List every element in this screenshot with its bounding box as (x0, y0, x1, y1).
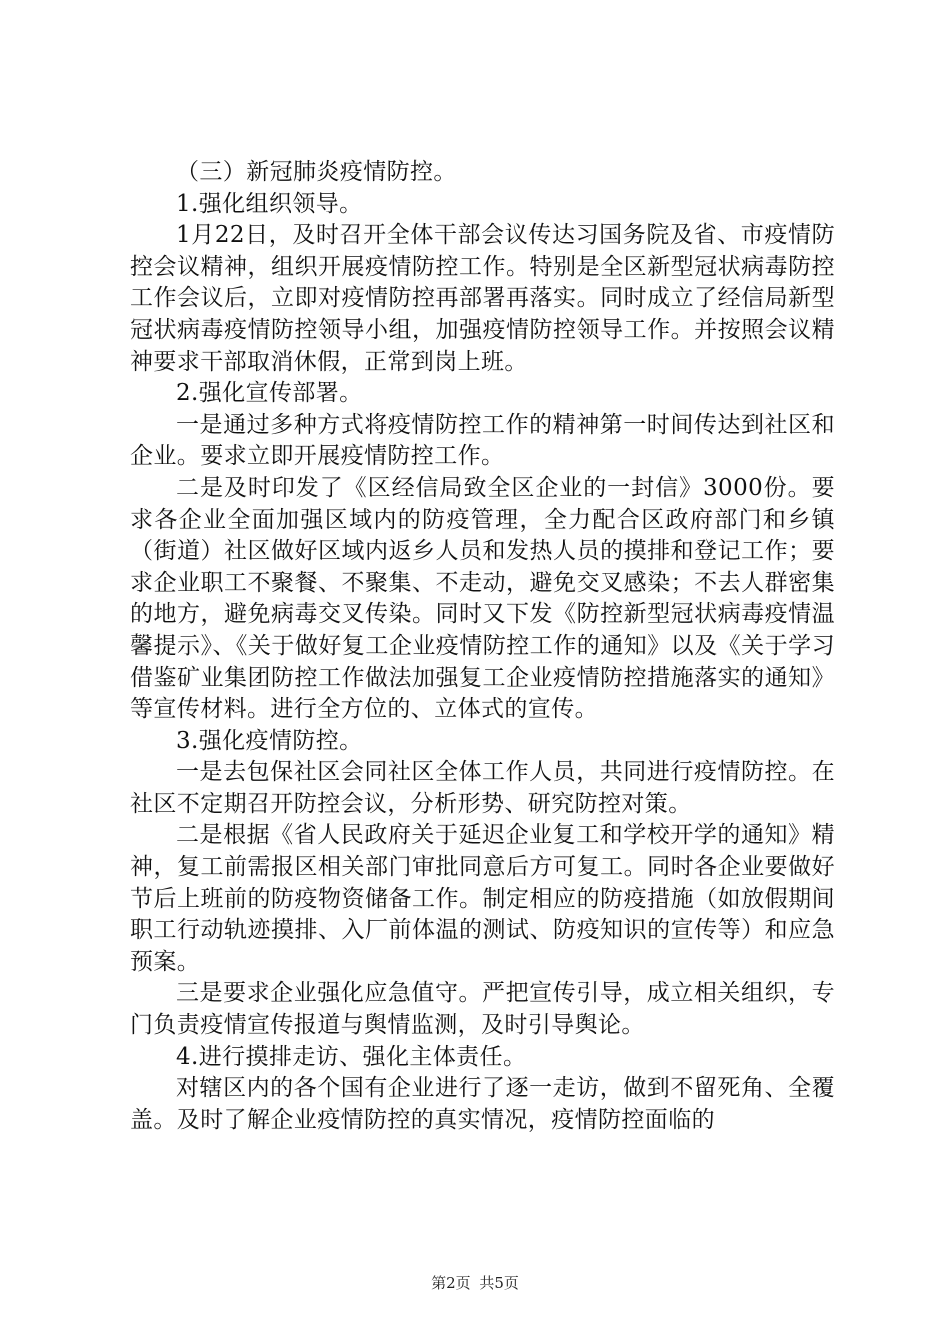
paragraph-meeting: 1月22日，及时召开全体干部会议传达习国务院及省、市疫情防控会议精神，组织开展疫情防控工作。特别是全区新型冠状病毒防控工作会议后，立即对疫情防控再部署再落实。同时成立了经信局新型冠状病毒疫情防控领导小组，加强疫情防控领导工作。并按照会议精神要求干部取消休假，正常到岗上班。 (130, 222, 835, 375)
section-heading: （三）新冠肺炎疫情防控。 (176, 159, 457, 185)
paragraph-control-3: 三是要求企业强化应急值守。严把宣传引导，成立相关组织，专门负责疫情宣传报道与舆情监测，及时引导舆论。 (130, 980, 835, 1039)
subheading-visits: 4.进行摸排走访、强化主体责任。 (176, 1043, 527, 1070)
paragraph-publicity-2: 二是及时印发了《区经信局致全区企业的一封信》3000份。要求各企业全面加强区域内的防疫管理，全力配合区政府部门和乡镇（街道）社区做好区域内返乡人员和发热人员的摸排和登记工作；要求企业职工不聚餐、不聚集、不走动，避免交叉感染；不去人群密集的地方，避免病毒交叉传染。同时又下发《防控新型冠状病毒疫情温馨提示》、《关于做好复工企业疫情防控工作的通知》以及《关于学习借鉴矿业集团防控工作做法加强复工企业疫情防控措施落实的通知》等宣传材料。进行全方位的、立体式的宣传。 (130, 474, 835, 723)
page-total: 共5页 (479, 1274, 519, 1292)
subheading-publicity: 2.强化宣传部署。 (176, 380, 363, 407)
paragraph-visits: 对辖区内的各个国有企业进行了逐一走访，做到不留死角、全覆盖。及时了解企业疫情防控的真实情况，疫情防控面临的 (130, 1075, 835, 1133)
document-body (130, 157, 835, 1136)
subheading-organization: 1.强化组织领导。 (176, 190, 363, 217)
paragraph-control-1: 一是去包保社区会同社区全体工作人员，共同进行疫情防控。在社区不定期召开防控会议，分析形势、研究防控对策。 (130, 759, 835, 817)
subheading-epidemic-control: 3.强化疫情防控。 (176, 727, 363, 754)
paragraph-publicity-1: 一是通过多种方式将疫情防控工作的精神第一时间传达到社区和企业。要求立即开展疫情防控工作。 (130, 411, 835, 470)
paragraph-control-2: 二是根据《省人民政府关于延迟企业复工和学校开学的通知》精神，复工前需报区相关部门审批同意后方可复工。同时各企业要做好节后上班前的防疫物资储备工作。制定相应的防疫措施（如放假期间职工行动轨迹摸排、入厂前体温的测试、防疫知识的宣传等）和应急预案。 (130, 822, 835, 975)
page-footer (0, 1273, 950, 1293)
page-number: 第2页 (431, 1274, 471, 1292)
